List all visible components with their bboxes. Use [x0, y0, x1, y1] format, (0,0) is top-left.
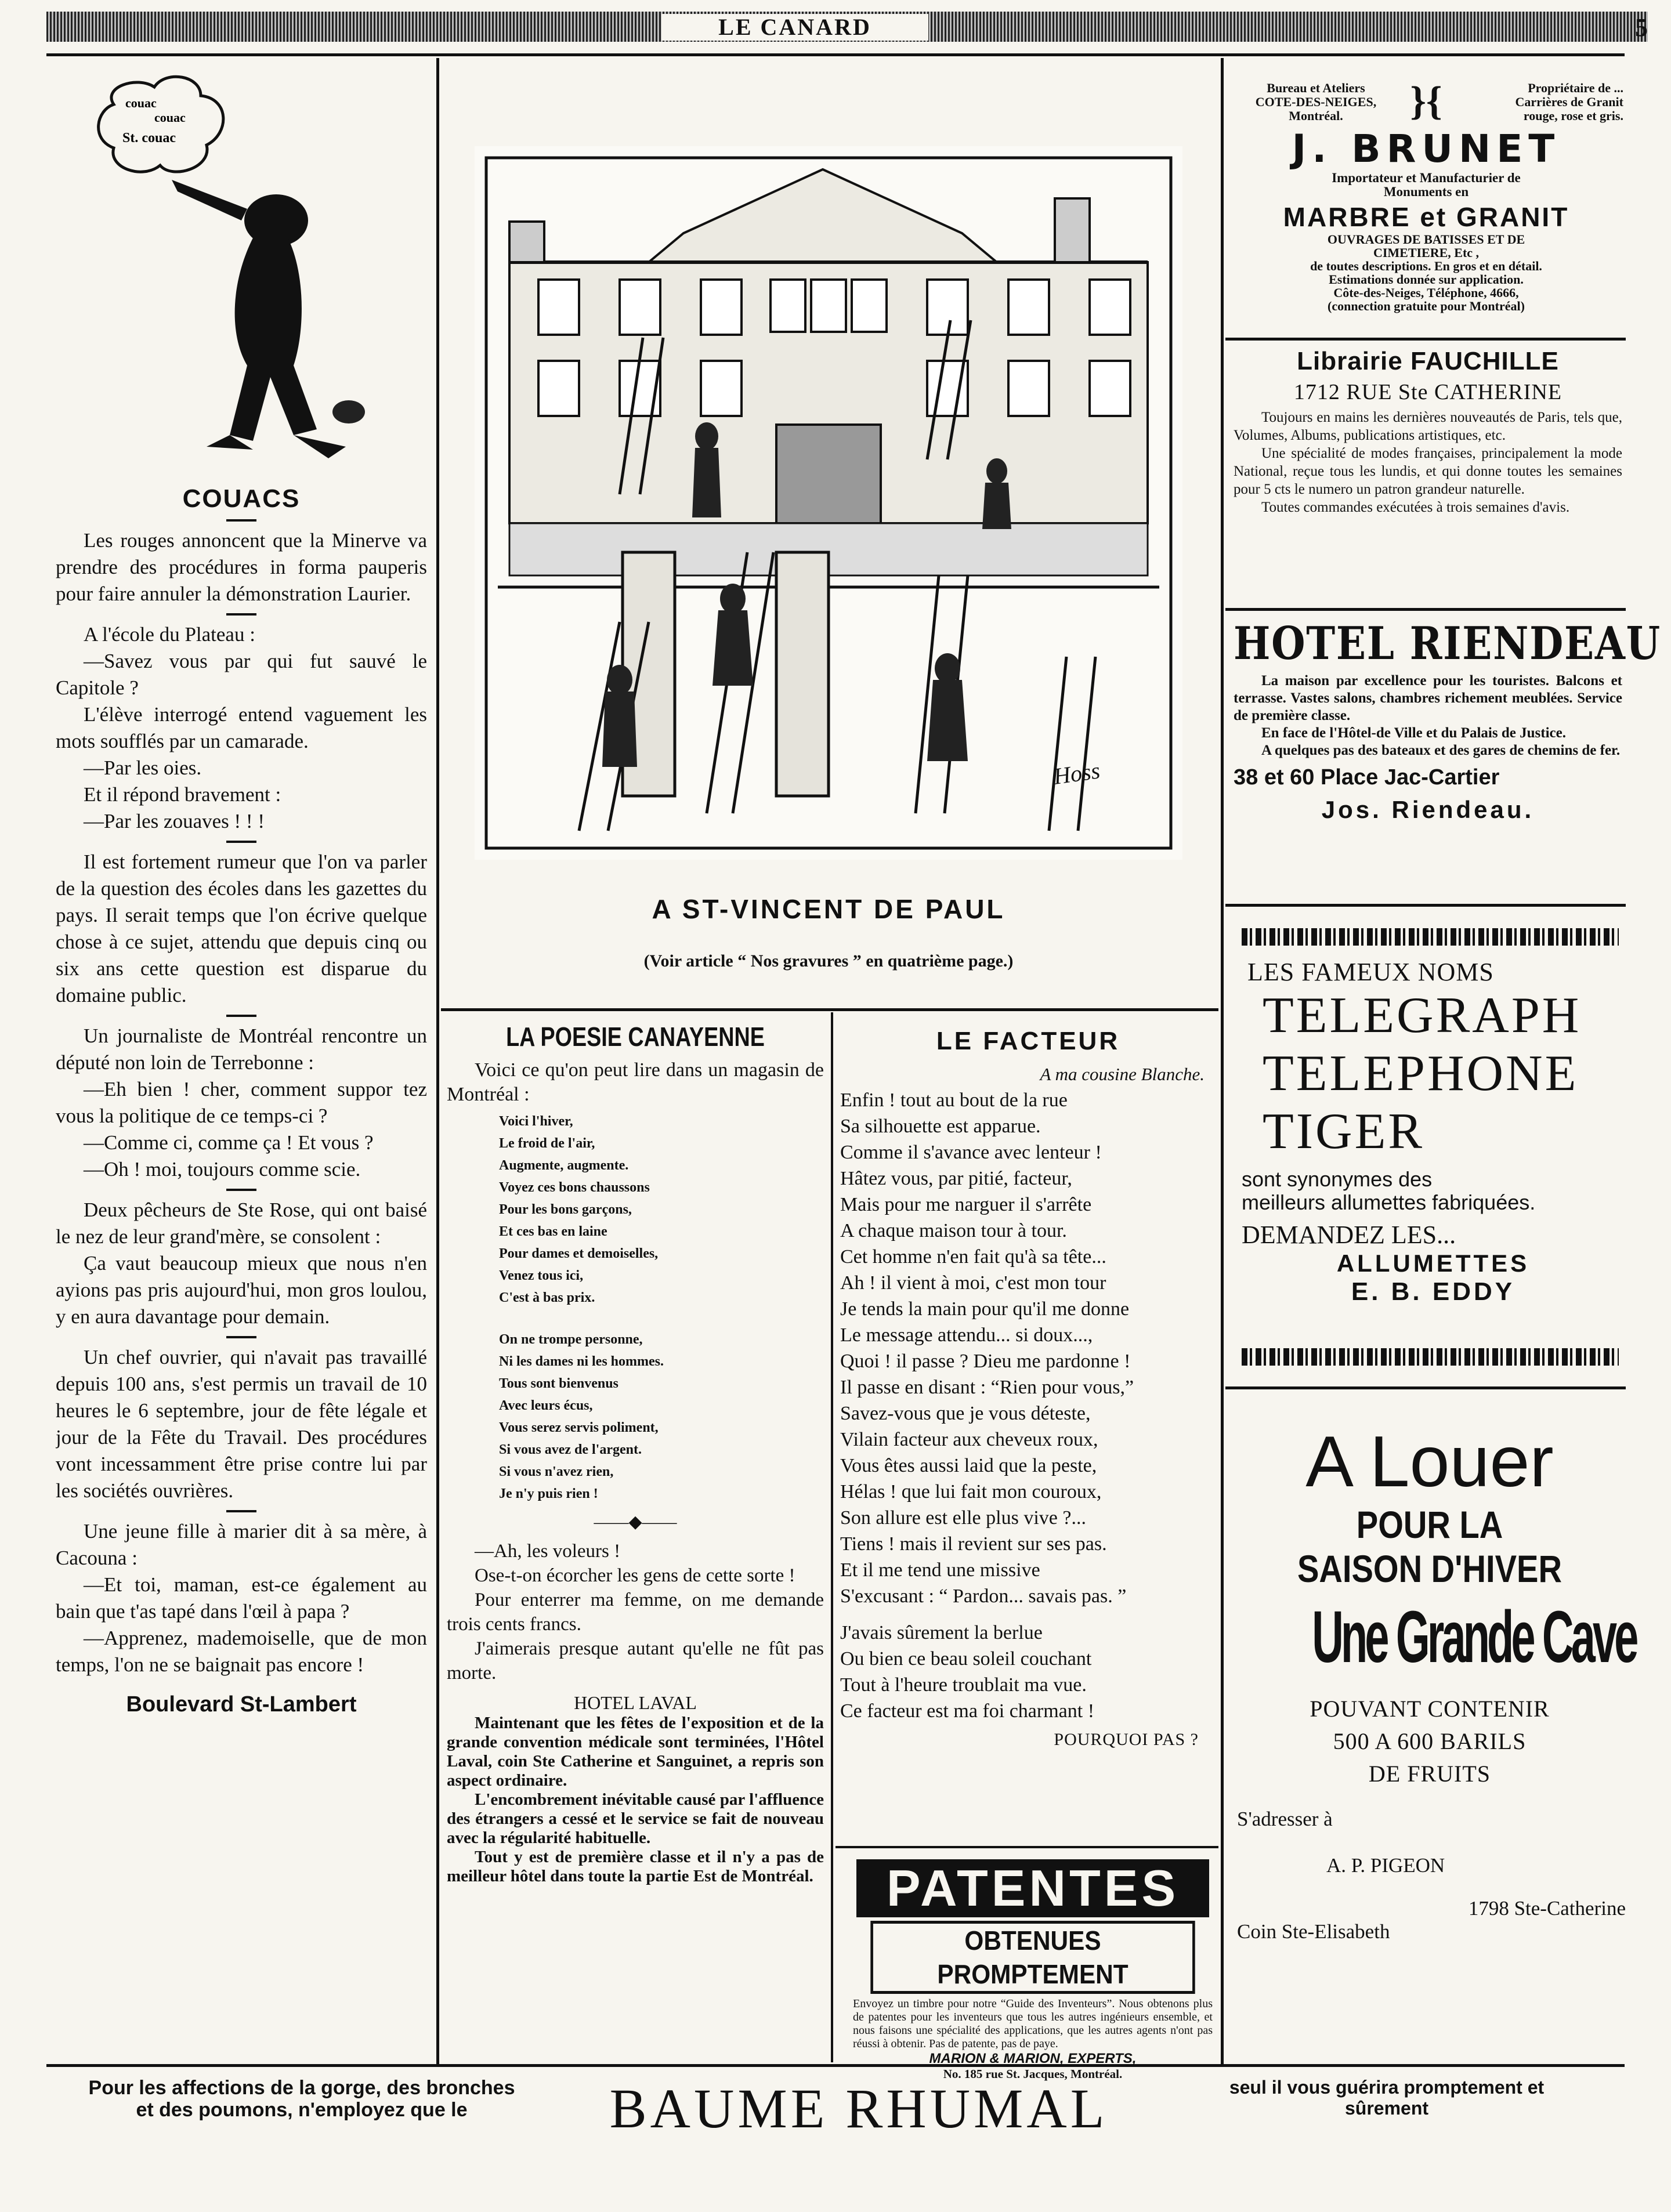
paragraph: —Et toi, maman, est-ce également au bain que t'as tapé dans l'œil à papa ?	[56, 1573, 427, 1623]
paragraph: Il est fortement rumeur que l'on va parler de la question des écoles dans les gazettes du pays. Il serait temps que l'on écrive quelque chose à ce sujet, attendu que depuis cinq ou six ans cette question est disparue du domaine public.	[56, 850, 427, 1007]
patentes-body: Envoyez un timbre pour notre “Guide des Inventeurs”. Nous obtenons plus de patentes pour les inventeurs que tous les autres ingénieurs ensemble, et nous faisons une spécialité des applications, que les autres agents n'ont pas réussi à obtenir. Pas de patente, pas de paye.	[853, 1997, 1213, 2050]
paragraph: —Oh ! moi, toujours comme scie.	[84, 1158, 361, 1181]
brunet-line: OUVRAGES DE BATISSES ET DE	[1327, 232, 1525, 247]
footer-right-text	[1149, 2077, 1625, 2119]
building-window	[811, 280, 846, 332]
paragraph: En face de l'Hôtel-de Ville et du Palais de Justice.	[1261, 725, 1566, 741]
poem-line: Pour les bons garçons,	[499, 1202, 632, 1217]
louer-subtitle-1: POUR LA	[1356, 1503, 1503, 1546]
footer-left-line: et des poumons, n'employez que le	[136, 2099, 468, 2121]
patentes-address: No. 185 rue St. Jacques, Montréal.	[943, 2067, 1123, 2081]
poem-line: Ah ! il vient à moi, c'est mon tour	[840, 1272, 1106, 1294]
building-window	[538, 280, 579, 335]
footer-right-line: sûrement	[1344, 2098, 1429, 2119]
poem-line: Augmente, augmente.	[499, 1158, 629, 1173]
paragraph: L'encombrement inévitable causé par l'affluence des étrangers a cessé et le service se fait de nouveau avec la régularité habituelle.	[447, 1790, 824, 1847]
couacs-heading: COUACS	[182, 484, 301, 513]
paragraph: Toutes commandes exécutées à trois semaines d'avis.	[1261, 499, 1570, 515]
patentes-subtitle: OBTENUES PROMPTEMENT	[870, 1921, 1195, 1994]
eddy-bottom-rule	[1225, 1386, 1626, 1389]
separator	[226, 1189, 256, 1191]
paragraph: Un journaliste de Montréal rencontre un député non loin de Terrebonne :	[56, 1024, 427, 1074]
patentes-firm: MARION & MARION, EXPERTS,	[929, 2051, 1137, 2066]
poem-line: A chaque maison tour à tour.	[840, 1220, 1067, 1241]
footer-right-line: seul il vous guérira promptement et	[1229, 2077, 1545, 2098]
poem-1	[447, 1110, 824, 1309]
facteur-heading: LE FACTEUR	[936, 1027, 1120, 1055]
cloud-word-2: couac	[154, 110, 186, 125]
eddy-tagline-2: meilleurs allumettes fabriquées.	[1242, 1190, 1536, 1214]
fauchille-ad	[1234, 347, 1622, 602]
eddy-product-1: ALLUMETTES	[1336, 1250, 1530, 1277]
paragraph: Une spécialité de modes françaises, principalement la mode National, reçue tous les lundis, et qui donne toutes les semaines pour 5 cts le numero un patron grandeur naturelle.	[1234, 446, 1622, 497]
louer-line-2: 500 A 600 BARILS	[1333, 1728, 1527, 1754]
building-window	[1090, 361, 1130, 416]
column-rule-2	[1221, 58, 1224, 2065]
patentes-ad	[853, 1859, 1213, 2081]
facteur-signature: POURQUOI PAS ?	[1054, 1730, 1199, 1749]
brunet-line: Côte-des-Neiges, Téléphone, 4666,	[1333, 285, 1519, 300]
brunet-line: CIMETIERE, Etc ,	[1373, 245, 1480, 260]
paragraph: J'aimerais presque autant qu'elle ne fût pas morte.	[447, 1638, 824, 1684]
poem-line: Et il me tend une missive	[840, 1559, 1040, 1581]
footer-left-line: Pour les affections de la gorge, des bronches	[88, 2077, 515, 2099]
poem-line: Vilain facteur aux cheveux roux,	[840, 1429, 1098, 1450]
separator	[226, 1510, 256, 1512]
building-window	[1008, 280, 1049, 335]
paragraph: Les rouges annoncent que la Minerve va prendre des procédures in forma pauperis pour faire annuler la démonstration Laurier.	[56, 529, 427, 605]
top-rule	[46, 53, 1625, 56]
poem-line: S'excusant : “ Pardon... savais pas. ”	[840, 1585, 1127, 1607]
eddy-demand: DEMANDEZ LES...	[1242, 1221, 1456, 1249]
poem-line: Je n'y puis rien !	[499, 1486, 598, 1501]
brunet-product: MARBRE et GRANIT	[1283, 202, 1569, 232]
building-window	[701, 361, 742, 416]
paragraph: Ose-t-on écorcher les gens de cette sorte !	[475, 1565, 795, 1586]
riendeau-address: 38 et 60 Place Jac-Cartier	[1234, 765, 1500, 790]
building-window	[538, 361, 579, 416]
poem-line: Tout à l'heure troublait ma vue.	[840, 1674, 1087, 1696]
brunet-line: Estimations donnée sur application.	[1329, 272, 1524, 287]
poesie-heading: LA POESIE CANAYENNE	[506, 1022, 765, 1052]
separator	[226, 1015, 256, 1017]
brunet-name: J. BRUNET	[1292, 126, 1561, 171]
couacs-footer: Boulevard St-Lambert	[126, 1692, 357, 1717]
masthead-title: LE CANARD	[661, 14, 928, 41]
louer-contact-1: S'adresser à	[1237, 1808, 1333, 1830]
page-number: 5	[1635, 13, 1648, 42]
eddy-name-telephone: TELEPHONE	[1263, 1045, 1579, 1102]
poem-line: Si vous n'avez rien,	[499, 1464, 614, 1479]
brunet-line: de toutes descriptions. En gros et en détail.	[1310, 259, 1542, 273]
poem-line: Mais pour me narguer il s'arrête	[840, 1194, 1092, 1215]
building-window	[1090, 280, 1130, 335]
poem-line: Pour dames et demoiselles,	[499, 1246, 659, 1261]
louer-line-3: DE FRUITS	[1368, 1761, 1491, 1787]
paragraph: Tout y est de première classe et il n'y a pas de meilleur hôtel dans toute la partie Est de Montréal.	[447, 1848, 824, 1885]
patentes-title: PATENTES	[856, 1859, 1209, 1917]
footer-product: BAUME RHUMAL	[609, 2077, 1108, 2139]
bottom-rule	[46, 2064, 1625, 2067]
paragraph: —Apprenez, mademoiselle, que de mon temps, l'on ne se baignait pas encore !	[56, 1627, 427, 1676]
paragraph: Pour enterrer ma femme, on me demande trois cents francs.	[447, 1590, 824, 1635]
building-window	[701, 280, 742, 335]
poem-line: Sa silhouette est apparue.	[840, 1116, 1041, 1137]
louer-subtitle-2: SAISON D'HIVER	[1297, 1547, 1562, 1590]
brace-glyph: }{	[1410, 79, 1442, 124]
ornament-divider: ——◆——	[594, 1512, 677, 1532]
riendeau-bottom-rule	[1225, 904, 1626, 907]
st-vincent-illustration	[475, 146, 1182, 860]
louer-line-1: POUVANT CONTENIR	[1310, 1696, 1550, 1722]
eddy-product-2: E. B. EDDY	[1351, 1277, 1516, 1306]
poem-line: Le froid de l'air,	[499, 1136, 595, 1151]
illustration-bottom-rule	[441, 1008, 1218, 1011]
facteur-poem	[840, 1087, 1216, 1724]
brunet-left-line: Montréal.	[1289, 108, 1343, 123]
brunet-right-line: Carrières de Granit	[1515, 95, 1623, 109]
building-window	[1008, 361, 1049, 416]
poem-line: C'est à bas prix.	[499, 1290, 595, 1305]
eddy-ad	[1242, 957, 1625, 1328]
paragraph: Et il répond bravement :	[84, 783, 281, 806]
cloud-word-1: couac	[125, 96, 157, 110]
poem-line: Savez-vous que je vous déteste,	[840, 1403, 1091, 1424]
facteur-dedication: A ma cousine Blanche.	[1040, 1064, 1205, 1084]
building-window	[620, 280, 660, 335]
poem-line: Je tends la main pour qu'il me donne	[840, 1298, 1130, 1320]
separator	[226, 519, 256, 522]
poesie-intro: Voici ce qu'on peut lire dans un magasin de Montréal :	[447, 1059, 824, 1105]
paragraph: —Eh bien ! cher, comment suppor tez vous la politique de ce temps-ci ?	[56, 1078, 427, 1127]
paragraph: —Ah, les voleurs !	[475, 1541, 621, 1562]
svg-text:Hoss: Hoss	[1051, 757, 1102, 790]
poem-line: Ni les dames ni les hommes.	[499, 1354, 664, 1369]
poem-line: Vous êtes aussi laid que la peste,	[840, 1455, 1097, 1476]
brunet-bottom-rule	[1225, 338, 1626, 341]
brunet-tagline-2: Monuments en	[1383, 184, 1469, 199]
patentes-top-rule	[836, 1846, 1218, 1848]
paragraph: L'élève interrogé entend vaguement les mots soufflés par un camarade.	[56, 703, 427, 752]
poem-line: On ne trompe personne,	[499, 1332, 643, 1347]
louer-ad	[1234, 1421, 1636, 2054]
poem-line: Vous serez servis poliment,	[499, 1420, 659, 1435]
brunet-right-line: Propriétaire de ...	[1528, 81, 1623, 95]
separator	[226, 1336, 256, 1338]
paragraph: Deux pêcheurs de Ste Rose, qui ont baisé le nez de leur grand'mère, se consolent :	[56, 1199, 427, 1248]
louer-contact-4: Coin Ste-Elisabeth	[1237, 1920, 1390, 1943]
baume-rhumal-ad	[46, 2077, 1625, 2164]
poem-line: Quoi ! il passe ? Dieu me pardonne !	[840, 1351, 1131, 1372]
riendeau-owner: Jos. Riendeau.	[1321, 796, 1535, 823]
facteur-column	[840, 1027, 1216, 1851]
poem-line: Enfin ! tout au bout de la rue	[840, 1089, 1068, 1111]
louer-contact-3: 1798 Ste-Catherine	[1468, 1897, 1626, 1920]
poem-line: Et ces bas en laine	[499, 1224, 607, 1239]
poem-line: Hélas ! que lui fait mon couroux,	[840, 1481, 1102, 1503]
separator	[226, 613, 256, 616]
paragraph: —Comme ci, comme ça ! Et vous ?	[84, 1131, 374, 1154]
riendeau-title: HOTEL RIENDEAU	[1234, 617, 1661, 670]
paragraph: —Par les zouaves ! ! !	[84, 810, 265, 832]
column-rule-1	[436, 58, 439, 2065]
poem-line: Avec leurs écus,	[499, 1398, 593, 1413]
poem-line: Son allure est elle plus vive ?...	[840, 1507, 1086, 1529]
louer-contact-2: A. P. PIGEON	[1326, 1854, 1445, 1877]
cloud-word-3: St. couac	[122, 131, 176, 146]
paragraph: —Savez vous par qui fut sauvé le Capitole ?	[56, 650, 427, 699]
brunet-right-top	[1449, 81, 1623, 123]
fauchille-bottom-rule	[1225, 608, 1626, 611]
paragraph: Une jeune fille à marier dit à sa mère, à Cacouna :	[56, 1520, 427, 1569]
paragraph: Un chef ouvrier, qui n'avait pas travaillé depuis 100 ans, s'est permis un travail de 10 heures le 6 septembre, jour de fête légale et jour de la Fête du Travail. Des procédures vont incessamment être prise contre lui par les sociétés ouvrières.	[56, 1346, 427, 1502]
center-column-rule	[831, 1012, 833, 2062]
paragraph: La maison par excellence pour les touristes. Balcons et terrasse. Vastes salons, chambres richement meublées. Service de première classe.	[1234, 673, 1622, 723]
footer-left-text	[46, 2077, 557, 2121]
poem-line: Cet homme n'en fait qu'à sa tête...	[840, 1246, 1106, 1268]
brunet-left-line: Bureau et Ateliers	[1267, 81, 1365, 95]
poem-line: Hâtez vous, par pitié, facteur,	[840, 1168, 1072, 1189]
poem-line: J'avais sûrement la berlue	[840, 1622, 1043, 1643]
eddy-tagline-1: sont synonymes des	[1242, 1167, 1433, 1191]
poem-line: Il passe en disant : “Rien pour vous,”	[840, 1377, 1134, 1398]
illustration-note: (Voir article “ Nos gravures ” en quatrième page.)	[643, 951, 1014, 971]
poesie-column	[447, 1021, 824, 2059]
paragraph: Ça vaut beaucoup mieux que nous n'en ayions pas pris aujourd'hui, mon gros loulou, y en aura davantage pour demain.	[56, 1252, 427, 1328]
paragraph: A l'école du Plateau :	[84, 623, 255, 646]
building-window	[771, 280, 805, 332]
poem-line: Ce facteur est ma foi charmant !	[840, 1700, 1095, 1722]
decorative-border-bottom	[1242, 1348, 1619, 1366]
brunet-left-top	[1229, 81, 1403, 123]
paragraph: A quelques pas des bateaux et des gares de chemins de fer.	[1261, 743, 1621, 758]
paragraph: Toujours en mains les dernières nouveautés de Paris, tels que, Volumes, Albums, publications artistiques, etc.	[1234, 410, 1622, 443]
fauchille-title: Librairie FAUCHILLE	[1297, 347, 1559, 375]
building-window	[852, 280, 887, 332]
duck-trumpeter-illustration	[56, 64, 427, 482]
poem-line: Tiens ! mais il revient sur ses pas.	[840, 1533, 1107, 1555]
eddy-name-telegraph: TELEGRAPH	[1263, 987, 1582, 1044]
separator	[226, 841, 256, 843]
brunet-right-line: rouge, rose et gris.	[1523, 108, 1623, 123]
brunet-ad	[1229, 81, 1623, 336]
paragraph: —Par les oies.	[84, 756, 202, 779]
poem-line: Comme il s'avance avec lenteur !	[840, 1142, 1102, 1163]
building-window	[927, 280, 968, 335]
poem-line: Tous sont bienvenus	[499, 1376, 619, 1391]
poem-2	[447, 1328, 824, 1505]
louer-headline: Une Grande Cave	[1312, 1596, 1636, 1678]
eddy-intro: LES FAMEUX NOMS	[1247, 958, 1494, 986]
hotel-laval-heading: HOTEL LAVAL	[574, 1692, 697, 1713]
brunet-left-line: COTE-DES-NEIGES,	[1255, 95, 1377, 109]
brunet-line: (connection gratuite pour Montréal)	[1328, 299, 1525, 313]
poem-line: Voici l'hiver,	[499, 1114, 573, 1129]
poem-line: Venez tous ici,	[499, 1268, 584, 1283]
riendeau-ad	[1234, 617, 1661, 890]
decorative-border-top	[1242, 928, 1619, 946]
couacs-column	[56, 64, 427, 2059]
poem-line: Voyez ces bons chaussons	[499, 1180, 650, 1195]
poem-line: Si vous avez de l'argent.	[499, 1442, 642, 1457]
brunet-tagline-1: Importateur et Manufacturier de	[1332, 171, 1521, 185]
illustration-caption: A ST-VINCENT DE PAUL	[652, 894, 1006, 924]
paragraph: Maintenant que les fêtes de l'exposition et de la grande convention médicale sont terminées, l'Hôtel Laval, coin Ste Catherine et Sanguinet, a repris son aspect ordinaire.	[447, 1714, 824, 1790]
fauchille-address: 1712 RUE Ste CATHERINE	[1293, 380, 1563, 404]
poem-line: Ou bien ce beau soleil couchant	[840, 1648, 1092, 1670]
poem-line: Le message attendu... si doux...,	[840, 1324, 1093, 1346]
eddy-name-tiger: TIGER	[1263, 1103, 1425, 1160]
louer-title: A Louer	[1305, 1422, 1554, 1502]
